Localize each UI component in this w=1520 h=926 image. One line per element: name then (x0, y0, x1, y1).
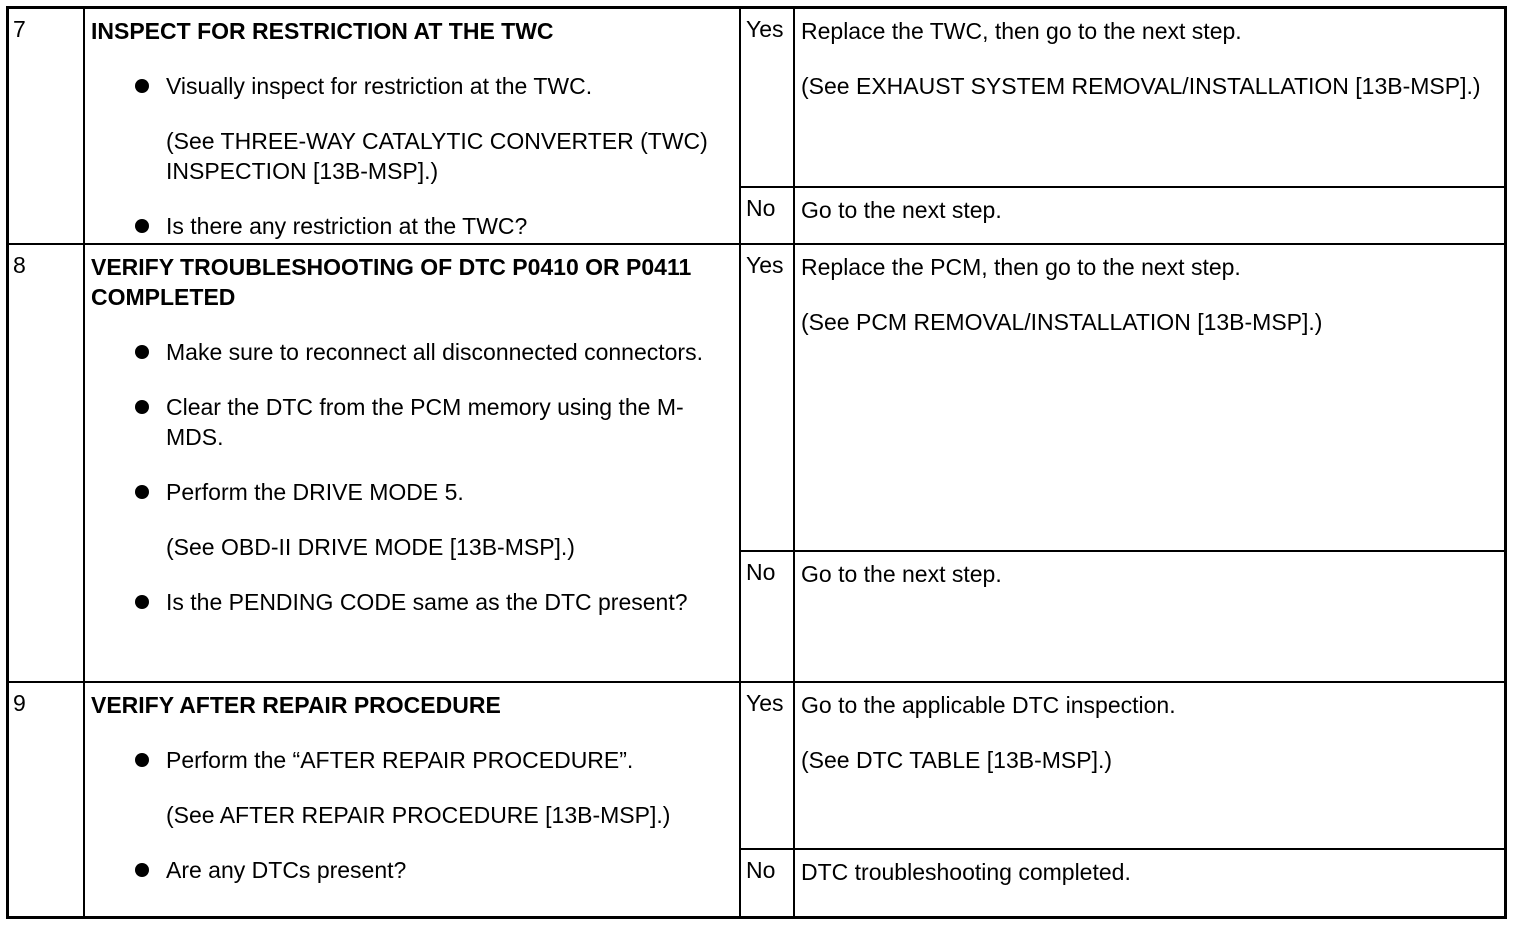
bullet-reference: (See OBD-II DRIVE MODE [13B-MSP].) (166, 534, 575, 560)
outcome-text: Go to the next step. (801, 197, 1002, 223)
step-row (9, 681, 1504, 916)
bullet-icon (135, 400, 149, 414)
outcome-yes (741, 9, 1504, 187)
step-action-cell (85, 9, 741, 245)
outcome-text: Go to the applicable DTC inspection. (801, 692, 1176, 718)
bullet-text: Visually inspect for restriction at the TWC. (166, 73, 593, 99)
outcome-no (741, 186, 1504, 245)
bullet-reference: (See THREE-WAY CATALYTIC CONVERTER (TWC) INSPECTION [13B-MSP].) (166, 128, 708, 184)
step-bullet (91, 211, 739, 241)
bullet-text: Is the PENDING CODE same as the DTC present? (166, 589, 688, 615)
bullet-text: Are any DTCs present? (166, 857, 407, 883)
outcome-no (741, 550, 1504, 683)
bullet-text: Clear the DTC from the PCM memory using the M-MDS. (166, 394, 684, 450)
bullet-reference: (See AFTER REPAIR PROCEDURE [13B-MSP].) (166, 802, 671, 828)
step-result-cell (741, 683, 1504, 916)
bullet-icon (135, 595, 149, 609)
step-title: VERIFY AFTER REPAIR PROCEDURE (91, 692, 501, 718)
step-number: 9 (9, 683, 85, 916)
step-action-cell (85, 245, 741, 683)
step-bullet-list (91, 745, 739, 885)
outcome-label: Yes (741, 245, 795, 551)
outcome-text: Replace the TWC, then go to the next step. (801, 18, 1242, 44)
bullet-icon (135, 219, 149, 233)
bullet-icon (135, 79, 149, 93)
outcome-label: No (741, 552, 795, 683)
outcome-text-block (795, 245, 1504, 551)
outcome-text-block (795, 683, 1504, 849)
outcome-text-block (795, 552, 1504, 683)
bullet-icon (135, 753, 149, 767)
step-number: 7 (9, 9, 85, 245)
step-action-cell (85, 683, 741, 916)
outcome-text-block (795, 188, 1504, 245)
step-bullet (91, 855, 739, 885)
step-row (9, 9, 1504, 245)
step-bullet-list (91, 71, 739, 241)
step-title: INSPECT FOR RESTRICTION AT THE TWC (91, 18, 554, 44)
step-result-cell (741, 245, 1504, 683)
step-number: 8 (9, 245, 85, 683)
step-bullet (91, 392, 739, 452)
step-bullet-list (91, 337, 739, 617)
outcome-yes (741, 683, 1504, 849)
step-row (9, 243, 1504, 683)
outcome-text: Replace the PCM, then go to the next step. (801, 254, 1241, 280)
bullet-text: Is there any restriction at the TWC? (166, 213, 528, 239)
outcome-label: No (741, 850, 795, 916)
outcome-label: Yes (741, 683, 795, 849)
outcome-text: DTC troubleshooting completed. (801, 859, 1131, 885)
bullet-icon (135, 863, 149, 877)
outcome-reference: (See PCM REMOVAL/INSTALLATION [13B-MSP].) (801, 309, 1323, 335)
step-result-cell (741, 9, 1504, 245)
outcome-label: Yes (741, 9, 795, 187)
outcome-no (741, 848, 1504, 916)
step-bullet (91, 337, 739, 367)
outcome-text-block (795, 9, 1504, 187)
bullet-icon (135, 485, 149, 499)
step-bullet (91, 477, 739, 562)
step-bullet (91, 745, 739, 830)
outcome-yes (741, 245, 1504, 551)
bullet-text: Perform the DRIVE MODE 5. (166, 479, 464, 505)
step-title: VERIFY TROUBLESHOOTING OF DTC P0410 OR P0411 COMPLETED (91, 254, 692, 310)
outcome-reference: (See DTC TABLE [13B-MSP].) (801, 747, 1113, 773)
step-bullet (91, 587, 739, 617)
bullet-text: Perform the “AFTER REPAIR PROCEDURE”. (166, 747, 634, 773)
step-bullet (91, 71, 739, 186)
outcome-text: Go to the next step. (801, 561, 1002, 587)
outcome-text-block (795, 850, 1504, 916)
outcome-label: No (741, 188, 795, 245)
outcome-reference: (See EXHAUST SYSTEM REMOVAL/INSTALLATION [13B-MSP].) (801, 73, 1481, 99)
diagnostic-table (6, 6, 1507, 919)
bullet-icon (135, 345, 149, 359)
bullet-text: Make sure to reconnect all disconnected connectors. (166, 339, 703, 365)
